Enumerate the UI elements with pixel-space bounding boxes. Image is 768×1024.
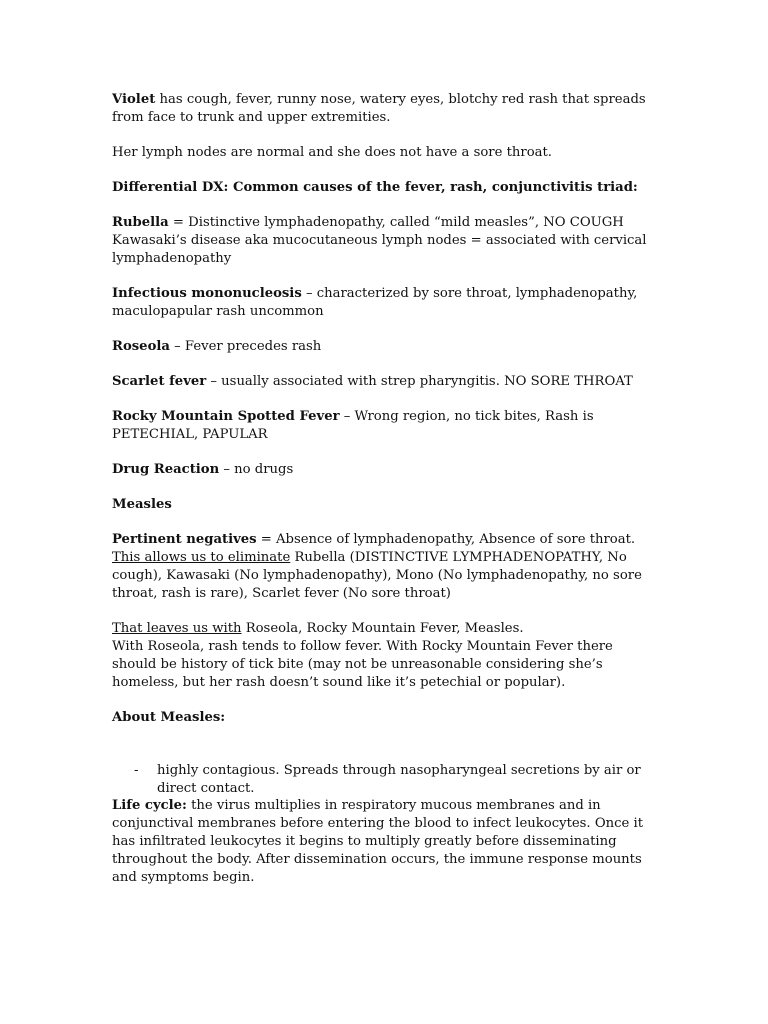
roseola-entry: Roseola – Fever precedes rash xyxy=(112,339,322,354)
bullet-dash: - xyxy=(134,763,139,778)
life-cycle-paragraph: Life cycle: the virus multiplies in respiratory mucous membranes and in conjunctival membranes before entering the blood to infect leukocytes. Once it has infiltrated leukocytes it begins to multiply greatly before disseminating throughout the body. After dissemination occurs, the immune response mounts and symptoms begin. xyxy=(112,798,644,885)
rubella-entry: Rubella = Distinctive lymphadenopathy, called “mild measles”, NO COUGH Kawasaki’s disease aka mucocutaneous lymph nodes = associated with cervical lymphadenopathy xyxy=(112,214,660,268)
scarlet-entry: Scarlet fever – usually associated with strep pharyngitis. NO SORE THROAT xyxy=(112,374,633,389)
mono-entry: Infectious mononucleosis – characterized by sore throat, lymphadenopathy, maculopapular rash uncommon xyxy=(112,286,638,319)
patient-summary: Violet has cough, fever, runny nose, watery eyes, blotchy red rash that spreads from face to trunk and upper extremities. xyxy=(112,92,646,125)
drug-entry: Drug Reaction – no drugs xyxy=(112,462,294,477)
rmsf-entry: Rocky Mountain Spotted Fever – Wrong region, no tick bites, Rash is PETECHIAL, PAPULAR xyxy=(112,409,594,442)
bullet-item: highly contagious. Spreads through nasopharyngeal secretions by air or direct contact. xyxy=(157,763,641,796)
pertinent-negatives: Pertinent negatives = Absence of lymphadenopathy, Absence of sore throat. This allows us to eliminate Rubella (DISTINCTIVE LYMPHADENOPATHY, No cough), Kawasaki (No lymphadenopathy), Mono (No lymphadenopathy, no sore throat, rash is rare), Scarlet fever (No sore throat) xyxy=(112,531,660,603)
lymph-note: Her lymph nodes are normal and she does not have a sore throat. xyxy=(112,145,552,160)
patient-name: Violet xyxy=(112,92,156,107)
measles-heading: Measles xyxy=(112,497,172,512)
kawasaki-entry: Kawasaki’s disease aka mucocutaneous lymph nodes = associated with cervical lymphadenopathy xyxy=(112,233,647,266)
eliminate-line: This allows us to eliminate Rubella (DISTINCTIVE LYMPHADENOPATHY, No cough), Kawasaki (No lymphadenopathy), Mono (No lymphadenopathy, no sore throat, rash is rare), Scarlet fever (No sore throat) xyxy=(112,550,642,601)
remaining-options: That leaves us with Roseola, Rocky Mountain Fever, Measles. With Roseola, rash tends to follow fever. With Rocky Mountain Fever there should be history of tick bite (may not be unreasonable considering she’s homeless, but her rash doesn’t sound like it’s petechial or popular). xyxy=(112,620,660,692)
differential-heading: Differential DX: Common causes of the fever, rash, conjunctivitis triad: xyxy=(112,180,638,195)
remaining-detail: With Roseola, rash tends to follow fever. With Rocky Mountain Fever there should be history of tick bite (may not be unreasonable considering she’s homeless, but her rash doesn’t sound like it’s petechial or popular). xyxy=(112,639,613,690)
about-measles-heading: About Measles: xyxy=(112,710,226,725)
